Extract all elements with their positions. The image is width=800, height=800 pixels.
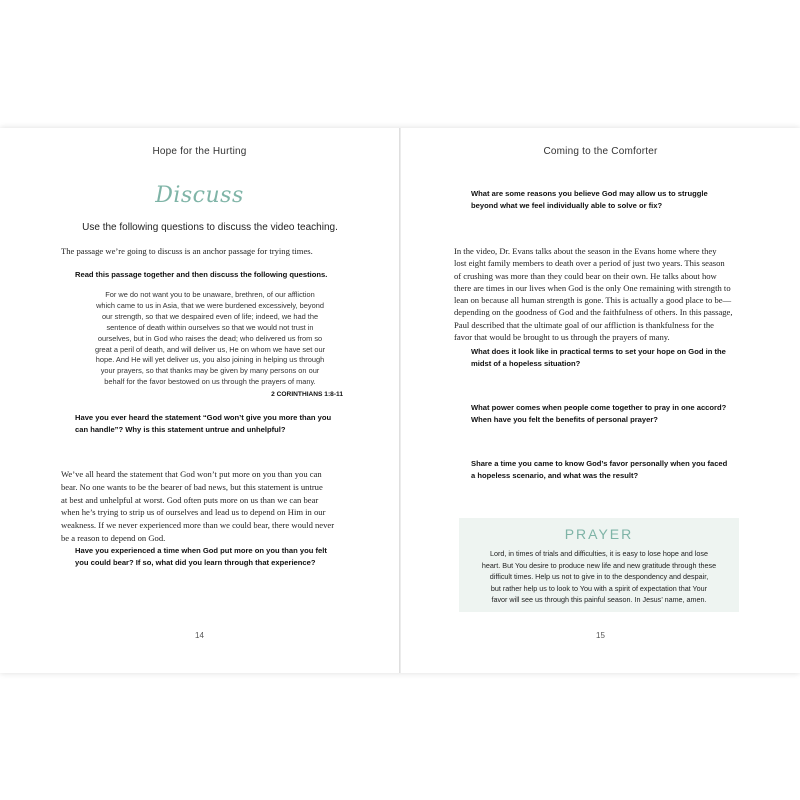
right-page — [401, 128, 800, 673]
body-line: Paul described that the ultimate goal of our affliction is thankfulness for the — [454, 319, 714, 330]
running-head-right: Coming to the Comforter — [543, 146, 658, 157]
discussion-question — [75, 412, 375, 435]
body-line: of crushing was more than they could bear on their own. He talks about how — [454, 270, 717, 281]
prayer-line: heart. But You desire to produce new life and new gratitude through these — [481, 560, 717, 570]
scripture-line: great a peril of death, and will deliver us, He on whom we have set our — [94, 344, 326, 354]
discussion-question — [471, 188, 771, 211]
scripture-line: your prayers, so that thanks may be given by many persons on our — [100, 366, 320, 376]
question-line: What are some reasons you believe God may allow us to struggle — [471, 189, 708, 198]
prayer-line: favor will see us through this painful season. In Jesus’ name, amen. — [491, 595, 707, 605]
passage-intro: The passage we’re going to discuss is an anchor passage for trying times. — [61, 246, 313, 256]
body-line: bear. No one wants to be the bearer of bad news, but this statement is untrue — [61, 481, 323, 492]
question-line: What does it look like in practical terms to set your hope on God in the — [471, 347, 726, 356]
discussion-question — [471, 346, 781, 369]
discussion-question — [471, 458, 781, 481]
body-line: weakness. If we never experienced more than we could bear, there would never — [61, 520, 335, 531]
discussion-question — [471, 402, 781, 425]
running-head-left: Hope for the Hurting — [152, 146, 247, 157]
book-spread — [0, 128, 800, 673]
question-line: beyond what we feel individually able to solve or fix? — [471, 200, 663, 210]
body-line: favor that would be brought to us through the prayers of many. — [454, 332, 670, 343]
section-intro: Use the following questions to discuss the video teaching. — [82, 222, 338, 233]
scripture-line: sentence of death within ourselves so that we would not trust in — [106, 322, 314, 332]
body-paragraph — [454, 245, 784, 343]
question-line: When have you felt the benefits of personal prayer? — [471, 414, 658, 424]
prayer-title: PRAYER — [564, 526, 634, 542]
scripture-reference: 2 CORINTHIANS 1:8-11 — [271, 391, 343, 398]
body-line: depending on the goodness of God and the faithfulness of others. In this passage, — [454, 307, 733, 318]
body-line: lean on because all human strength is gone. This is actually a good place to be— — [454, 295, 732, 306]
body-line: lost eight family members to death over a period of just two years. This season — [454, 258, 725, 269]
body-line: at best and unhelpful at worst. God often puts more on us than we can bear — [61, 494, 319, 505]
body-line: We’ve all heard the statement that God won’t put more on you than you can — [61, 469, 322, 479]
prayer-text — [473, 548, 725, 606]
scripture-line: For we do not want you to be unaware, brethren, of our affliction — [105, 290, 315, 299]
body-line: In the video, Dr. Evans talks about the season in the Evans home where they — [454, 246, 717, 256]
body-line: when he’s trying to strip us of ourselves and lead us to depend on Him in our — [61, 507, 326, 518]
section-title-discuss: Discuss — [155, 183, 244, 208]
body-line: there are times in our lives when God is the only One remaining with strength to — [454, 282, 731, 293]
question-line: a hopeless scenario, and what was the result? — [471, 470, 639, 480]
body-paragraph — [61, 468, 381, 545]
page-number-right: 15 — [596, 631, 605, 640]
prayer-box — [459, 518, 739, 612]
question-line: midst of a hopeless situation? — [471, 358, 581, 368]
prayer-line: difficult times. Help us not to give in to the despondency and despair, — [489, 572, 709, 582]
question-line: can handle”? Why is this statement untrue and unhelpful? — [75, 424, 286, 434]
scripture-line: which came to us in Asia, that we were burdened excessively, beyond — [96, 300, 324, 310]
question-line: you could bear? If so, what did you learn through that experience? — [75, 557, 316, 567]
prayer-line: but rather help us to look to You with a spirit of expectation that Your — [490, 583, 708, 593]
scripture-line: behalf for the favor bestowed on us through the prayers of many. — [104, 377, 316, 387]
question-line: Have you experienced a time when God put more on you than you felt — [75, 546, 327, 555]
prayer-line: Lord, in times of trials and difficulties, it is easy to lose hope and lose — [489, 549, 708, 558]
read-instruction: Read this passage together and then discuss the following questions. — [75, 270, 328, 279]
body-line: be a reason to depend on God. — [61, 532, 166, 543]
page-number-left: 14 — [195, 631, 204, 640]
scripture-line: ourselves, but in God who raises the dead; who delivered us from so — [97, 333, 323, 343]
question-line: Share a time you came to know God’s favor personally when you faced — [471, 459, 728, 468]
scripture-line: our strength, so that we despaired even of life; indeed, we had the — [101, 311, 319, 321]
left-page — [0, 128, 399, 673]
question-line: What power comes when people come together to pray in one accord? — [471, 403, 727, 412]
scripture-passage — [75, 290, 345, 388]
scripture-line: hope. And He will yet deliver us, you also joining in helping us through — [95, 355, 325, 365]
discussion-question — [75, 545, 375, 568]
question-line: Have you ever heard the statement “God won’t give you more than you — [75, 413, 332, 422]
